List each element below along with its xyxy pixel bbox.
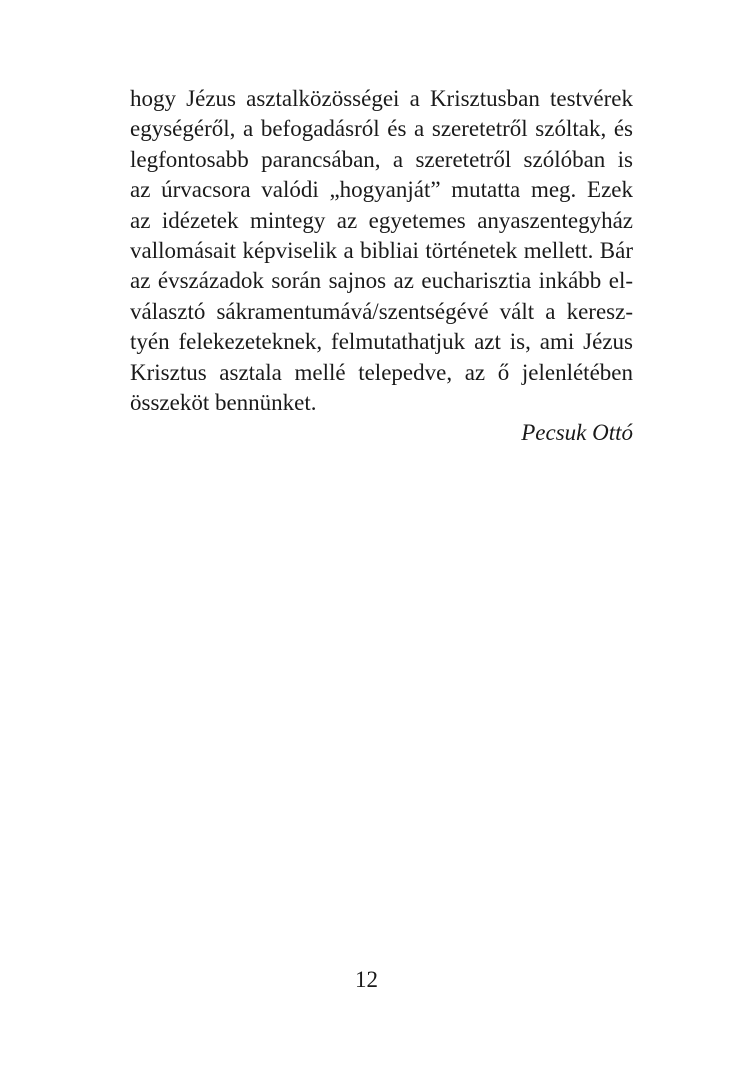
body-line: legfontosabb parancsában, a szeretetről szólóban is: [130, 146, 633, 172]
body-line: vallomásait képviselik a bibliai történetek mellett. Bár: [130, 237, 633, 263]
author-signature: Pecsuk Ottó: [521, 420, 633, 446]
body-line-last: összeköt bennünket.: [130, 389, 317, 415]
body-line: az úrvacsora valódi „hogyanját” mutatta meg. Ezek: [130, 177, 633, 203]
body-line: az idézetek mintegy az egyetemes anyaszentegyház: [130, 207, 633, 233]
body-line: tyén felekezeteknek, felmutathatjuk azt is, ami Jézus: [130, 329, 633, 355]
body-line: Krisztus asztala mellé telepedve, az ő jelenlétében: [130, 359, 633, 385]
body-line: egységéről, a befogadásról és a szeretetről szóltak, és: [130, 116, 633, 142]
body-line: választó sákramentumává/szentségévé vált a keresz-: [130, 298, 633, 324]
body-line: hogy Jézus asztalközösségei a Krisztusban testvérek: [130, 86, 633, 111]
body-text: [130, 84, 633, 449]
page-number: 12: [355, 967, 378, 992]
body-line: az évszázadok során sajnos az eucharisztia inkább el-: [130, 268, 633, 294]
